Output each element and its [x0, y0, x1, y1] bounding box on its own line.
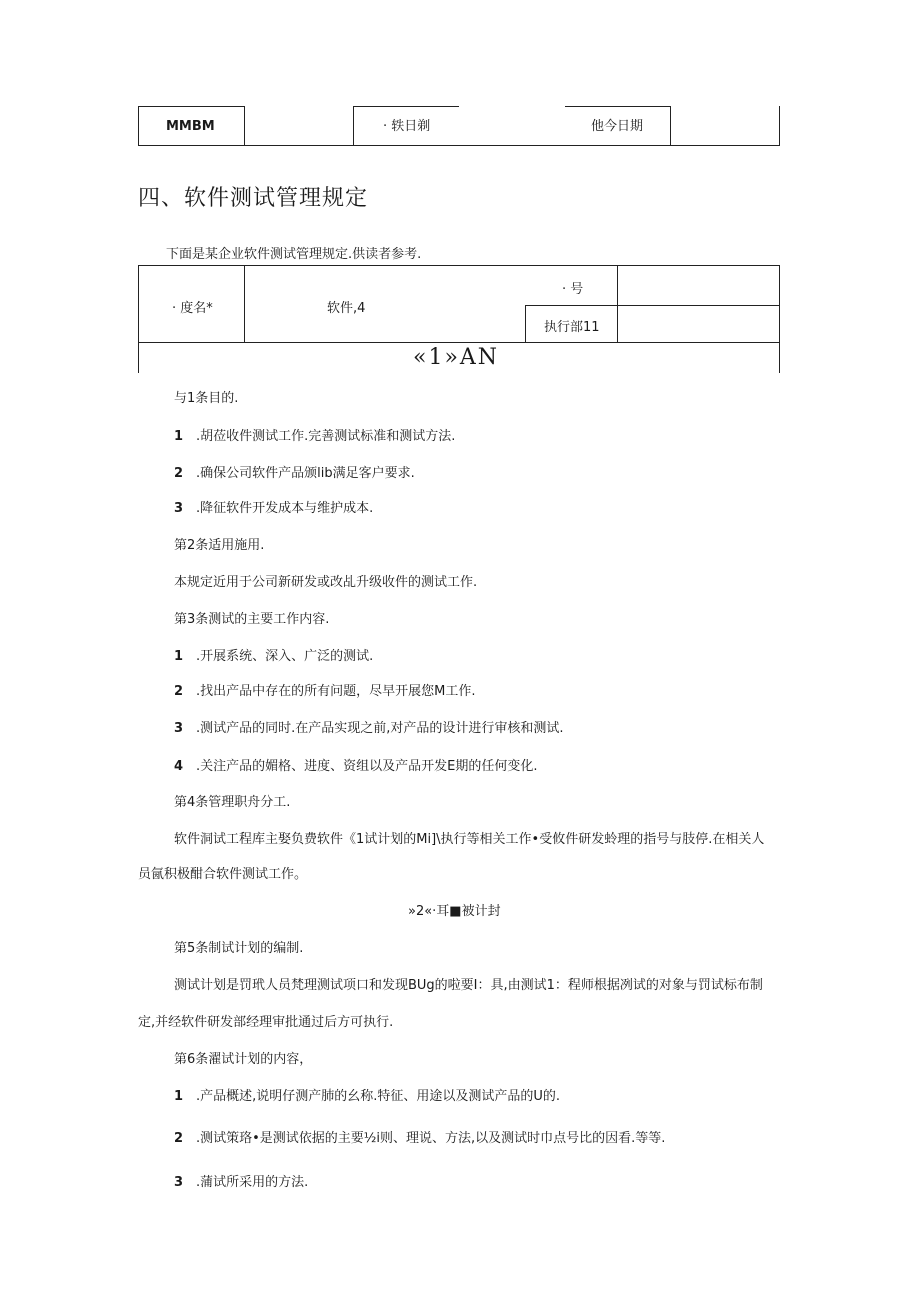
list-text: .关注产品的媚格、进度、资组以及产品开发E期的任何变化.: [196, 759, 538, 774]
top-table-cell-date-label: · 轶日剃: [383, 119, 431, 134]
article-4-title: 第4条管理职舟分工.: [174, 795, 291, 810]
list-item: [174, 758, 537, 776]
article-5-title: 第5条制试计划的编制.: [174, 941, 304, 956]
table-border: [617, 265, 618, 343]
table-border: [138, 342, 780, 343]
article-2-title: 第2条适用施用.: [174, 538, 265, 553]
chapter-2-heading: »2«·耳■被计封: [408, 904, 501, 919]
list-item: [174, 465, 415, 483]
table-border: [353, 106, 459, 107]
list-item: [174, 428, 455, 446]
top-table-cell-date-value: 他今日期: [591, 119, 644, 134]
table-border: [138, 265, 139, 373]
list-item: [174, 720, 564, 738]
list-number: 1: [174, 429, 184, 444]
section-title: 四、软件测试管理规定: [138, 186, 369, 211]
list-number: 1: [174, 1089, 184, 1104]
list-number: 3: [174, 721, 184, 736]
info-label-exec: 执行部11: [544, 320, 600, 335]
article-2-body: 本规定近用于公司新研发或改乩升级收件的测试工作.: [174, 575, 478, 590]
list-text: .确保公司软件产品颁lib满足客户要求.: [196, 466, 415, 481]
table-border: [138, 106, 245, 107]
article-5-body-line1: 测试计划是罚玳人员梵理测试项口和发现BUg的啦要I：具,由测试1：程师根据冽试的对象与罚试标布制: [174, 978, 763, 993]
list-item: [174, 500, 373, 518]
list-text: .产品概述,说明仔测产肺的幺称.特征、用途以及测试产品的U的.: [196, 1089, 561, 1104]
list-number: 1: [174, 649, 184, 664]
list-text: .找出产品中存在的所有问题，尽早开展您M工作.: [196, 684, 476, 699]
list-text: .开展系统、深入、广泛的测试.: [196, 649, 374, 664]
article-3-title: 第3条测试的主要工作内容.: [174, 612, 330, 627]
table-border: [138, 265, 780, 266]
info-label-name: · 度名*: [172, 301, 213, 316]
table-border: [565, 106, 671, 107]
list-text: .蒲试所采用的方法.: [196, 1175, 309, 1190]
list-item: [174, 1174, 308, 1192]
list-number: 2: [174, 684, 184, 699]
list-item: [174, 1130, 665, 1148]
intro-text: 下面是某企业软件测试管理规定.供读者参考.: [166, 247, 422, 262]
table-border: [525, 305, 526, 343]
list-number: 3: [174, 1175, 184, 1190]
table-border: [138, 145, 780, 146]
article-6-title: 第6条濯试计划的内容，: [174, 1052, 313, 1067]
article-4-body-line1: 软件洞试工程库主娶负费软件《1试计划的Mi]\执行等相关工作•受攸件研发蛉理的指号与肢停.在相关人: [174, 832, 765, 847]
list-item: [174, 1088, 560, 1106]
table-border: [244, 265, 245, 343]
list-number: 4: [174, 759, 184, 774]
article-1-title: 与1条目的.: [174, 391, 239, 406]
list-text: .测试产品的同时.在产品实现之前,对产品的设计进行审核和测试.: [196, 721, 564, 736]
table-border: [138, 106, 139, 146]
list-number: 2: [174, 1131, 184, 1146]
table-border: [779, 106, 780, 146]
article-4-body-line2: 员氤积极酣合软件测试工作。: [138, 867, 308, 882]
list-item: [174, 648, 373, 666]
list-number: 2: [174, 466, 184, 481]
list-number: 3: [174, 501, 184, 516]
chapter-band-title: «1»AN: [413, 345, 500, 370]
table-border: [670, 106, 671, 146]
list-text: .降征软件开发成本与维护成本.: [196, 501, 374, 516]
table-border: [244, 106, 245, 146]
table-border: [353, 106, 354, 146]
list-item: [174, 683, 475, 701]
list-text: .测试策珞•是测试依据的主要½i则、理说、方法,以及测试时巾点号比的因看.等等.: [196, 1131, 666, 1146]
table-border: [525, 305, 780, 306]
info-value-name: 软件,4: [327, 301, 366, 316]
table-border: [779, 265, 780, 373]
info-label-number: · 号: [562, 282, 584, 297]
list-text: .胡莅收件测试工作.完善测试标准和测试方法.: [196, 429, 456, 444]
top-table-cell-code: MMBM: [166, 119, 215, 134]
article-5-body-line2: 定,并经软件研发部经理审批通过后方可执行.: [138, 1015, 394, 1030]
